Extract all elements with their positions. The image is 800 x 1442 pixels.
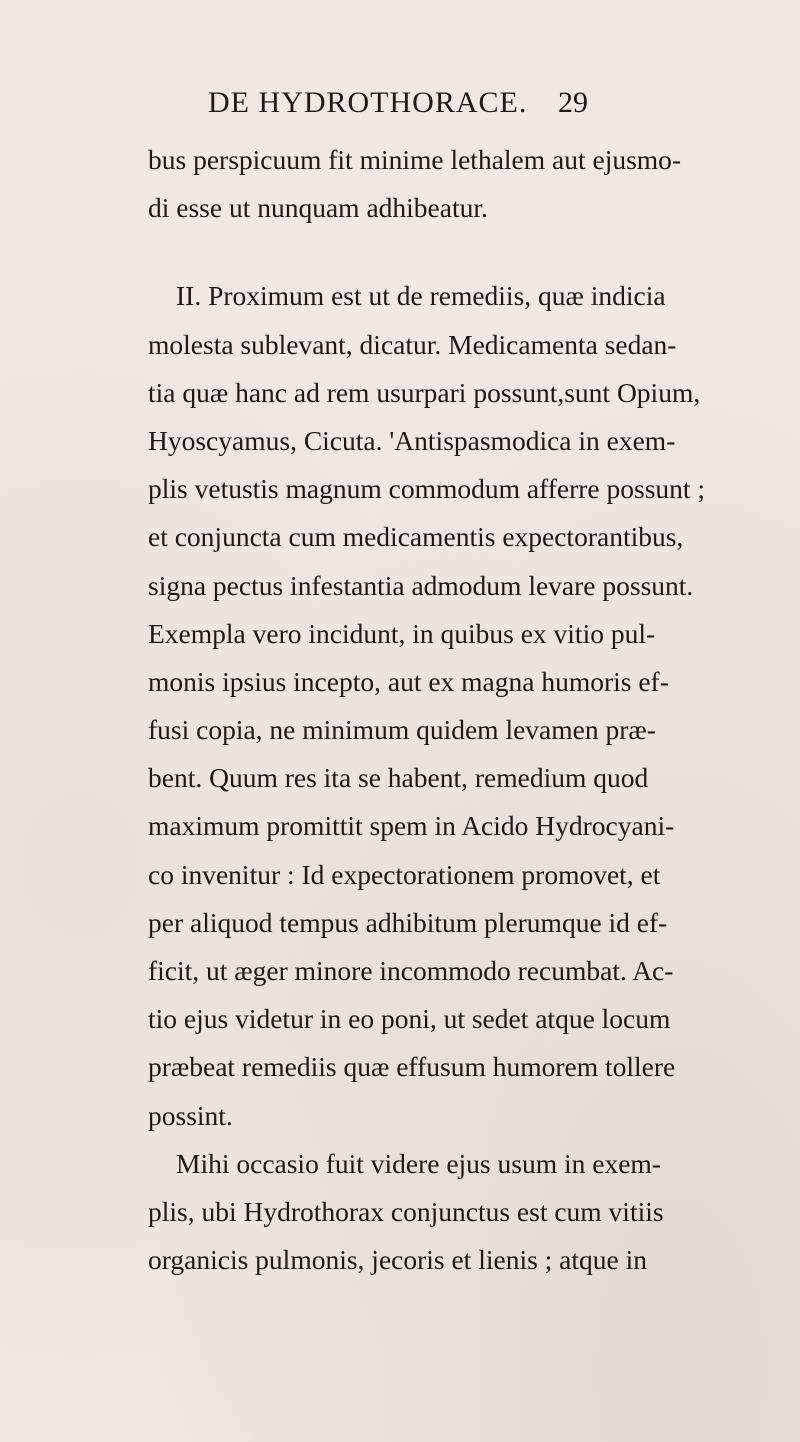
text-line: possint. [148, 1099, 233, 1131]
text-line: ficit, ut æger minore incommodo recumbat. Ac- [148, 955, 674, 986]
text-line: plis, ubi Hydrothorax conjunctus est cum vitiis [148, 1195, 664, 1227]
text-line: II. Proximum est ut de remediis, quæ indicia [176, 280, 666, 312]
text-line: præbeat remediis quæ effusum humorem tollere [148, 1051, 676, 1083]
text-line: bus perspicuum fit minime lethalem aut ejusmo- [148, 144, 682, 175]
text-line: co invenitur : Id expectorationem promovet, et [148, 858, 661, 890]
text-line: tia quæ hanc ad rem usurpari possunt,sunt Opium, [148, 376, 701, 408]
text-line: et conjuncta cum medicamentis expectorantibus, [148, 521, 684, 553]
text-line: tio ejus videtur in eo poni, ut sedet atque locum [148, 1003, 671, 1035]
text-line: molesta sublevant, dicatur. Medicamenta sedan- [148, 328, 677, 360]
text-line: Mihi occasio fuit videre ejus usum in exem- [176, 1147, 661, 1179]
page-number: 29 [558, 86, 588, 119]
text-line: plis vetustis magnum commodum afferre possunt ; [148, 473, 706, 505]
body-text [148, 136, 706, 1284]
paragraph-gap [148, 232, 620, 272]
running-title: DE HYDROTHORACE. [208, 86, 528, 119]
text-line: Exempla vero incidunt, in quibus ex vitio pul- [148, 617, 656, 649]
text-line: per aliquod tempus adhibitum plerumque id ef- [148, 906, 668, 938]
text-line: maximum promittit spem in Acido Hydrocyani- [148, 810, 675, 842]
text-line: Hyoscyamus, Cicuta. 'Antispasmodica in exem- [148, 424, 676, 456]
running-header [208, 86, 588, 122]
text-line: bent. Quum res ita se habent, remedium quod [148, 762, 649, 794]
text-line: fusi copia, ne minimum quidem levamen præ- [148, 714, 656, 746]
text-line: di esse ut nunquam adhibeatur. [148, 192, 488, 224]
text-line: organicis pulmonis, jecoris et lienis ; atque in [148, 1244, 647, 1276]
text-line: monis ipsius incepto, aut ex magna humoris ef- [148, 665, 669, 697]
text-line: signa pectus infestantia admodum levare possunt. [148, 569, 694, 601]
